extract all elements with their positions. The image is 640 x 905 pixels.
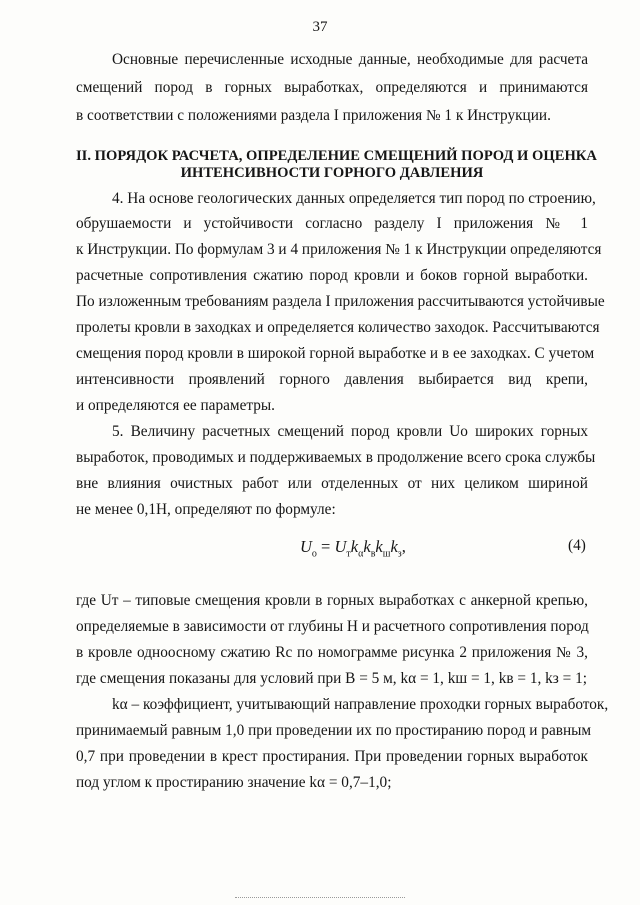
para4-line: обрушаемости и устойчивости согласно разделу I приложения № 1 bbox=[76, 215, 588, 232]
where-line: где смещения показаны для условий при B = 5 м, kα = 1, kш = 1, kв = 1, kз = 1; bbox=[76, 670, 587, 687]
para4-line: интенсивности проявлений горного давления выбирается вид крепи, bbox=[76, 371, 588, 388]
para4-line: смещения пород кровли в широкой горной выработке и в ее заходках. С учетом bbox=[76, 345, 595, 362]
where-line: определяемые в зависимости от глубины H и расчетного сопротивления пород bbox=[76, 618, 589, 635]
para5-line: 5. Величину расчетных смещений пород кровли Uо широких горных bbox=[112, 423, 588, 440]
para4-line: По изложенным требованиям раздела I приложения рассчитываются устойчивые bbox=[76, 293, 605, 310]
intro-line: Основные перечисленные исходные данные, необходимые для расчета bbox=[112, 51, 588, 68]
k-alpha-line: принимаемый равным 1,0 при проведении их по простиранию пород и равным bbox=[76, 722, 592, 739]
para5-line: вне влияния очистных работ или отделенных от них целиком шириной bbox=[76, 475, 588, 492]
where-line: где Uт – типовые смещения кровли в горных выработках с анкерной крепью, bbox=[76, 592, 588, 609]
equation-number: (4) bbox=[568, 537, 586, 554]
para4-line: расчетные сопротивления сжатию пород кровли и боков горной выработки. bbox=[76, 267, 588, 284]
section-heading: ИНТЕНСИВНОСТИ ГОРНОГО ДАВЛЕНИЯ bbox=[180, 165, 484, 181]
intro-line: в соответствии с положениями раздела I приложения № 1 к Инструкции. bbox=[76, 107, 551, 124]
k-alpha-line: kα – коэффициент, учитывающий направление проходки горных выработок, bbox=[112, 696, 609, 713]
para4-line: и определяются ее параметры. bbox=[76, 397, 275, 414]
k-alpha-line: 0,7 при проведении в крест простирания. При проведении горных выработок bbox=[76, 748, 588, 765]
para5-line: выработок, проводимых и поддерживаемых в продолжение всего срока службы bbox=[76, 449, 596, 466]
k-alpha-line: под углом к простиранию значение kα = 0,7–1,0; bbox=[76, 774, 392, 791]
formula-4: $U_о = U_тk_\alpha k_вk_шk_з$, bbox=[300, 537, 406, 560]
para4-line: пролеты кровли в заходках и определяется количество заходок. Рассчитываются bbox=[76, 319, 600, 336]
intro-line: смещений пород в горных выработках, определяются и принимаются bbox=[76, 79, 588, 96]
page-number: 37 bbox=[312, 19, 328, 35]
para4-line: 4. На основе геологических данных определяется тип пород по строению, bbox=[112, 190, 596, 207]
section-heading: II. ПОРЯДОК РАСЧЕТА, ОПРЕДЕЛЕНИЕ СМЕЩЕНИЙ ПОРОД И ОЦЕНКА bbox=[76, 148, 597, 164]
para5-line: не менее 0,1H, определяют по формуле: bbox=[76, 501, 336, 518]
where-line: в кровле одноосному сжатию Rс по номограмме рисунка 2 приложения № 3, bbox=[76, 644, 588, 661]
para4-line: к Инструкции. По формулам 3 и 4 приложения № 1 к Инструкции определяются bbox=[76, 241, 602, 258]
scan-artifact-divider bbox=[235, 897, 405, 898]
